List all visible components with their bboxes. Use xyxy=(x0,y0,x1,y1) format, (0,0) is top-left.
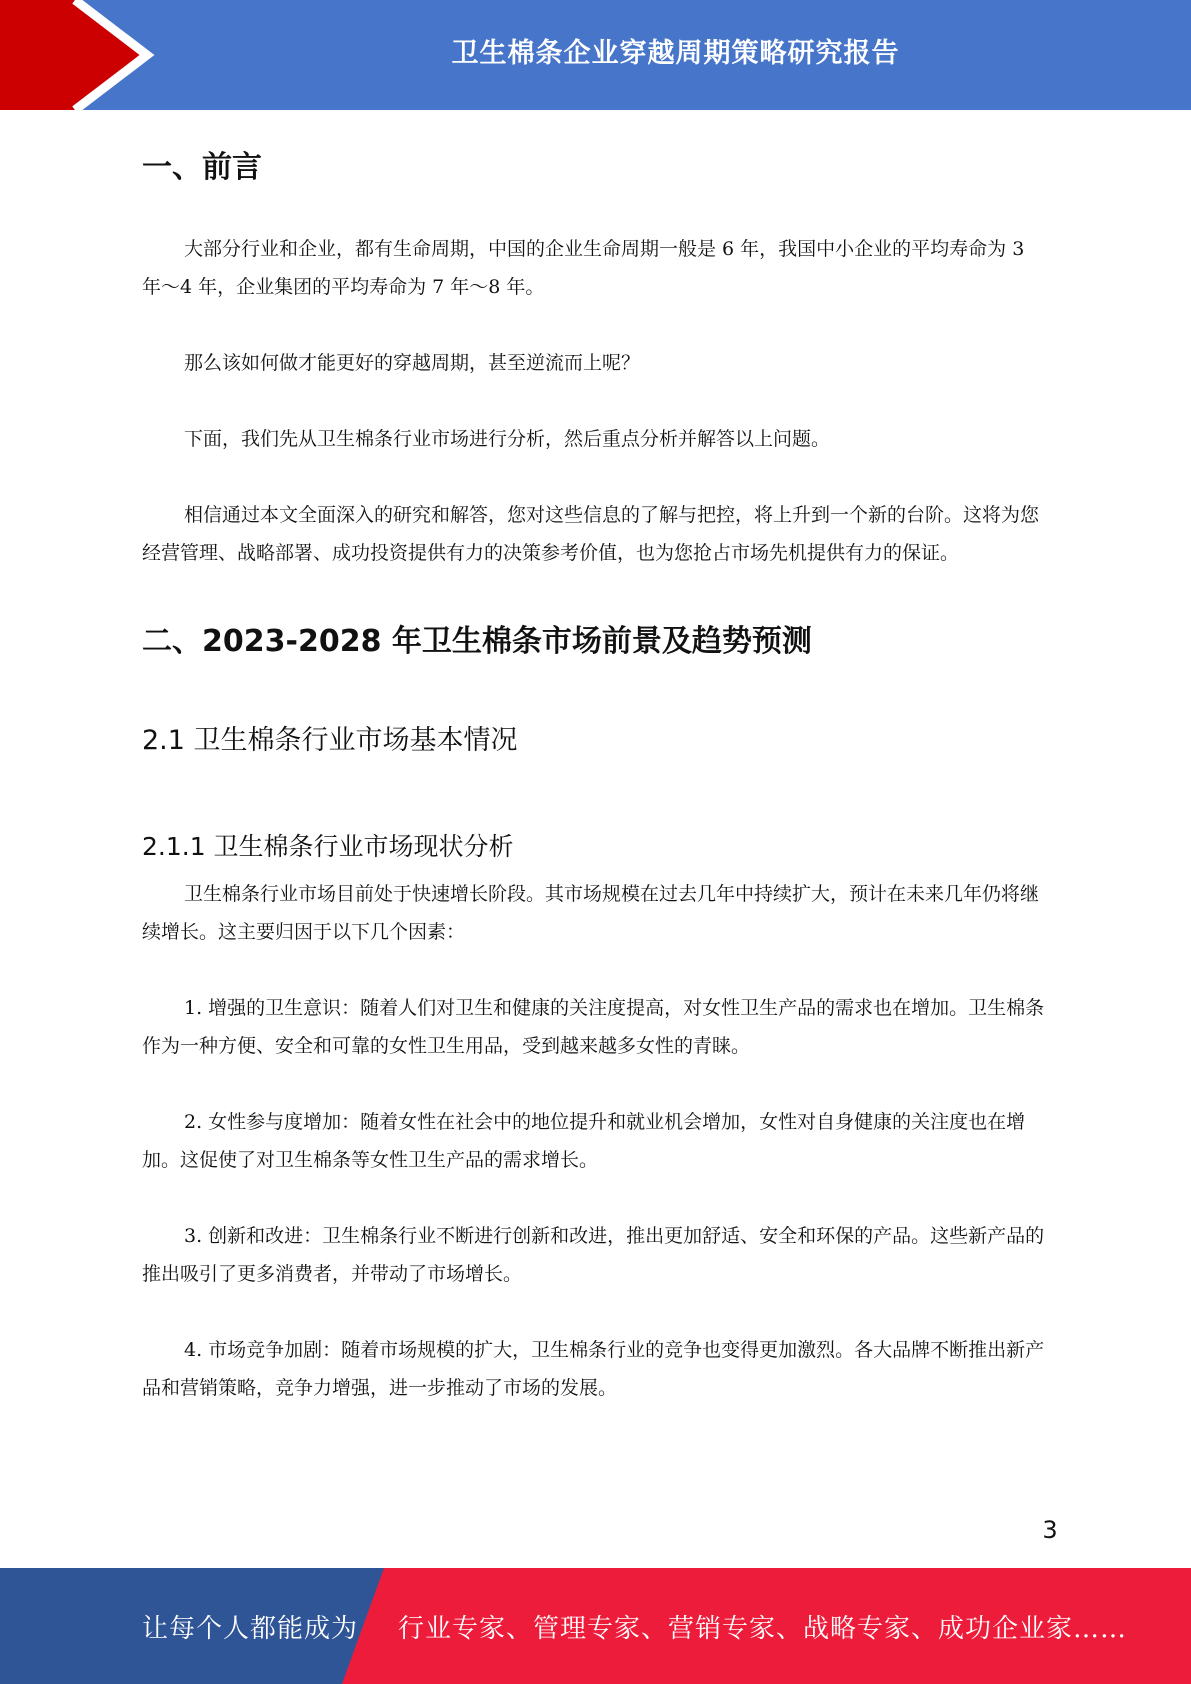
page-footer xyxy=(0,1568,1191,1684)
factor-1: 1. 增强的卫生意识：随着人们对卫生和健康的关注度提高，对女性卫生产品的需求也在增加。卫生棉条作为一种方便、安全和可靠的女性卫生用品，受到越来越多女性的青睐。 xyxy=(142,997,1045,1057)
preface-heading: 一、前言 xyxy=(142,150,262,185)
factor-2: 2. 女性参与度增加：随着女性在社会中的地位提升和就业机会增加，女性对自身健康的关注度也在增加。这促使了对卫生棉条等女性卫生产品的需求增长。 xyxy=(142,1111,1026,1171)
subsection-heading: 2.1 卫生棉条行业市场基本情况 xyxy=(142,725,518,756)
footer-slogan-right: 行业专家、管理专家、营销专家、战略专家、成功企业家…… xyxy=(398,1613,1128,1644)
factor-4: 4. 市场竞争加剧：随着市场规模的扩大，卫生棉条行业的竞争也变得更加激烈。各大品牌不断推出新产品和营销策略，竞争力增强，进一步推动了市场的发展。 xyxy=(142,1339,1045,1399)
preface-paragraph-4: 相信通过本文全面深入的研究和解答，您对这些信息的了解与把控，将上升到一个新的台阶。这将为您经营管理、战略部署、成功投资提供有力的决策参考价值，也为您抢占市场先机提供有力的保证。 xyxy=(142,504,1040,564)
report-title: 卫生棉条企业穿越周期策略研究报告 xyxy=(451,37,900,69)
market-status-intro: 卫生棉条行业市场目前处于快速增长阶段。其市场规模在过去几年中持续扩大，预计在未来几年仍将继续增长。这主要归因于以下几个因素： xyxy=(142,883,1040,943)
page-header xyxy=(0,0,1191,110)
factor-3: 3. 创新和改进：卫生棉条行业不断进行创新和改进，推出更加舒适、安全和环保的产品。这些新产品的推出吸引了更多消费者，并带动了市场增长。 xyxy=(142,1225,1045,1285)
page-content xyxy=(142,110,1047,1407)
forecast-heading: 二、2023-2028 年卫生棉条市场前景及趋势预测 xyxy=(142,624,812,659)
preface-paragraph-1: 大部分行业和企业，都有生命周期，中国的企业生命周期一般是 6 年，我国中小企业的平均寿命为 3 年～4 年，企业集团的平均寿命为 7 年～8 年。 xyxy=(142,238,1025,298)
subsubsection-heading: 2.1.1 卫生棉条行业市场现状分析 xyxy=(142,832,514,861)
page-number: 3 xyxy=(1042,1516,1058,1544)
preface-paragraph-2: 那么该如何做才能更好的穿越周期，甚至逆流而上呢？ xyxy=(184,352,641,374)
header-chevron-decoration xyxy=(0,0,160,110)
preface-paragraph-3: 下面，我们先从卫生棉条行业市场进行分析，然后重点分析并解答以上问题。 xyxy=(184,428,831,450)
footer-slogan-left: 让每个人都能成为 xyxy=(142,1613,359,1644)
